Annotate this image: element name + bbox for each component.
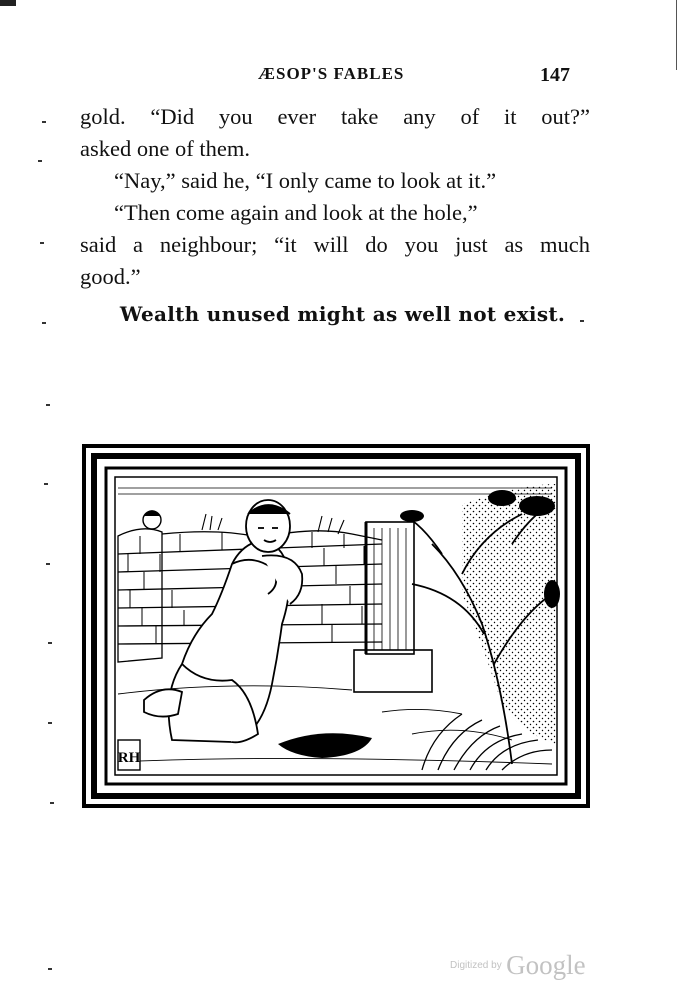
scan-speck xyxy=(48,722,52,724)
watermark-prefix: Digitized by xyxy=(450,960,502,971)
digitization-watermark xyxy=(450,950,586,981)
scan-speck xyxy=(580,320,584,322)
text-line: asked one of them. xyxy=(80,136,250,161)
scan-speck xyxy=(42,121,46,123)
woodcut-illustration xyxy=(82,444,590,808)
scan-speck xyxy=(46,404,50,406)
scan-speck xyxy=(50,802,54,804)
text-line: said a neighbour; “it will do you just as much xyxy=(80,232,590,257)
monogram-text: RH xyxy=(117,750,141,766)
running-head: ÆSOP'S FABLES xyxy=(258,64,405,83)
artist-monogram xyxy=(118,740,141,770)
illustration-svg xyxy=(82,444,590,808)
scan-speck xyxy=(42,322,46,324)
scan-speck xyxy=(44,483,48,485)
fable-moral: Wealth unused might as well not exist. xyxy=(119,302,566,326)
scan-corner-mark xyxy=(0,0,16,6)
scan-speck xyxy=(48,968,52,970)
scan-edge-rule xyxy=(676,0,677,70)
scan-speck xyxy=(46,563,50,565)
text-line: good.” xyxy=(80,264,141,289)
fable-text xyxy=(80,101,590,293)
scan-speck xyxy=(38,160,42,162)
text-line: “Then come again and look at the hole,” xyxy=(114,200,478,225)
scan-speck xyxy=(40,242,44,244)
text-line: gold. “Did you ever take any of it out?” xyxy=(80,104,590,129)
page-number: 147 xyxy=(540,64,570,86)
google-logo: Google xyxy=(506,950,586,980)
text-line: “Nay,” said he, “I only came to look at it.” xyxy=(114,168,497,193)
scan-speck xyxy=(48,642,52,644)
